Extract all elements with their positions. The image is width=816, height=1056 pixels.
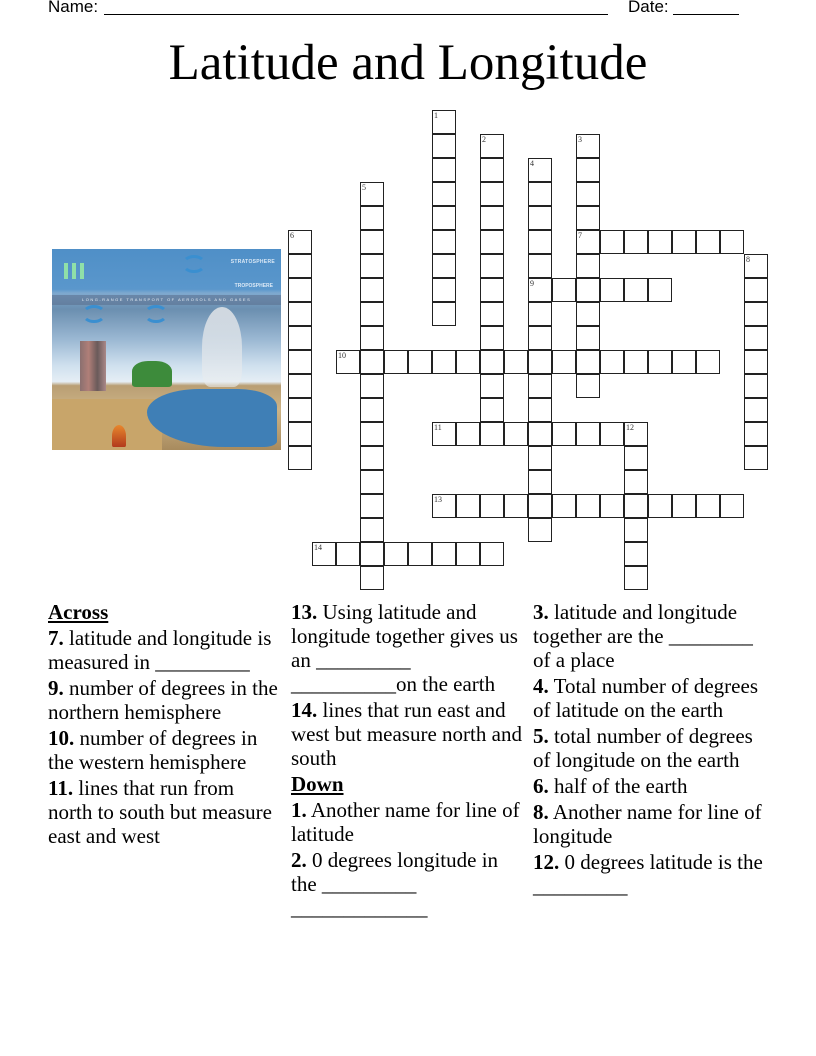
clue-number-label: 5 [362, 183, 366, 192]
crossword-cell[interactable] [696, 494, 720, 518]
crossword-cell[interactable] [528, 350, 552, 374]
crossword-cell[interactable] [288, 422, 312, 446]
crossword-cell[interactable] [288, 230, 312, 254]
crossword-cell[interactable] [744, 398, 768, 422]
clue-number-label: 13 [434, 495, 442, 504]
crossword-cell[interactable] [360, 182, 384, 206]
city-buildings [80, 341, 106, 391]
crossword-cell[interactable] [576, 494, 600, 518]
crossword-cell[interactable] [384, 542, 408, 566]
crossword-cell[interactable] [528, 254, 552, 278]
crossword-cell[interactable] [360, 374, 384, 398]
crossword-cell[interactable] [432, 278, 456, 302]
crossword-cell[interactable] [600, 278, 624, 302]
crossword-cell[interactable] [360, 470, 384, 494]
clue-across-10 [48, 726, 280, 774]
crossword-cell[interactable] [480, 254, 504, 278]
crossword-cell[interactable] [432, 134, 456, 158]
crossword-cell[interactable] [696, 230, 720, 254]
crossword-cell[interactable] [360, 566, 384, 590]
crossword-cell[interactable] [480, 182, 504, 206]
crossword-cell[interactable] [600, 230, 624, 254]
crossword-cell[interactable] [744, 446, 768, 470]
clue-text: total number of degrees of longitude on the earth [533, 724, 753, 772]
clue-number-label: 14 [314, 543, 322, 552]
crossword-cell[interactable] [528, 470, 552, 494]
crossword-cell[interactable] [624, 422, 648, 446]
crossword-cell[interactable] [528, 494, 552, 518]
crossword-cell[interactable] [456, 494, 480, 518]
crossword-cell[interactable] [576, 326, 600, 350]
stratosphere-label: STRATOSPHERE [230, 259, 275, 265]
clue-number-label: 10 [338, 351, 346, 360]
clue-text: latitude and longitude together are the ________ of a place [533, 600, 753, 672]
clue-down-1 [291, 798, 527, 846]
name-field[interactable] [104, 14, 608, 15]
crossword-cell[interactable] [720, 494, 744, 518]
crossword-cell[interactable] [504, 350, 528, 374]
crossword-cell[interactable] [360, 446, 384, 470]
clue-across-11 [48, 776, 280, 848]
crossword-cell[interactable] [360, 302, 384, 326]
name-label: Name: [48, 0, 99, 16]
crossword-cell[interactable] [432, 254, 456, 278]
crossword-cell[interactable] [480, 158, 504, 182]
crossword-cell[interactable] [744, 278, 768, 302]
crossword-cell[interactable] [528, 518, 552, 542]
ozone-cycle-icon [82, 305, 106, 323]
crossword-cell[interactable] [336, 350, 360, 374]
crossword-cell[interactable] [576, 278, 600, 302]
clue-number: 12. [533, 850, 560, 874]
crossword-cell[interactable] [456, 422, 480, 446]
crossword-cell[interactable] [504, 494, 528, 518]
crossword-cell[interactable] [432, 206, 456, 230]
clue-number: 2. [291, 848, 307, 872]
crossword-cell[interactable] [696, 350, 720, 374]
clue-number-label: 12 [626, 423, 634, 432]
crossword-cell[interactable] [624, 518, 648, 542]
crossword-cell[interactable] [576, 350, 600, 374]
clue-number-label: 3 [578, 135, 582, 144]
crossword-cell[interactable] [408, 350, 432, 374]
clue-text: half of the earth [548, 774, 688, 798]
crossword-cell[interactable] [480, 542, 504, 566]
crossword-cell[interactable] [648, 230, 672, 254]
crossword-cell[interactable] [360, 206, 384, 230]
clue-number: 5. [533, 724, 549, 748]
crossword-cell[interactable] [672, 494, 696, 518]
crossword-cell[interactable] [480, 134, 504, 158]
clue-text: number of degrees in the western hemisphere [48, 726, 258, 774]
biomass-burning [112, 425, 126, 447]
clue-down-3 [533, 600, 773, 672]
crossword-cell[interactable] [480, 398, 504, 422]
crossword-cell[interactable] [672, 350, 696, 374]
across-heading: Across [48, 600, 109, 624]
crossword-cell[interactable] [480, 350, 504, 374]
land-area [52, 399, 162, 450]
crossword-cell[interactable] [288, 302, 312, 326]
crossword-cell[interactable] [480, 422, 504, 446]
crossword-cell[interactable] [648, 494, 672, 518]
crossword-cell[interactable] [432, 158, 456, 182]
clue-number: 13. [291, 600, 318, 624]
crossword-cell[interactable] [504, 422, 528, 446]
crossword-cell[interactable] [480, 278, 504, 302]
clue-text: Another name for line of longitude [533, 800, 762, 848]
clue-number-label: 4 [530, 159, 534, 168]
crossword-cell[interactable] [288, 374, 312, 398]
crossword-cell[interactable] [552, 278, 576, 302]
crossword-cell[interactable] [408, 542, 432, 566]
clue-down-2 [291, 848, 527, 920]
clue-across-13 [291, 600, 527, 696]
crossword-cell[interactable] [480, 374, 504, 398]
clue-down-6 [533, 774, 773, 798]
crossword-cell[interactable] [576, 134, 600, 158]
clue-number: 9. [48, 676, 64, 700]
crossword-cell[interactable] [432, 494, 456, 518]
crossword-cell[interactable] [528, 446, 552, 470]
clue-down-4 [533, 674, 773, 722]
crossword-cell[interactable] [288, 350, 312, 374]
date-field[interactable] [673, 14, 739, 15]
crossword-cell[interactable] [624, 470, 648, 494]
crossword-cell[interactable] [624, 542, 648, 566]
clue-text: lines that run east and west but measure north and south [291, 698, 522, 770]
crossword-cell[interactable] [480, 494, 504, 518]
clue-text: latitude and longitude is measured in _________ [48, 626, 272, 674]
crossword-cell[interactable] [648, 350, 672, 374]
crossword-cell[interactable] [360, 518, 384, 542]
clue-number-label: 1 [434, 111, 438, 120]
crossword-cell[interactable] [360, 326, 384, 350]
crossword-cell[interactable] [528, 398, 552, 422]
crossword-cell[interactable] [744, 326, 768, 350]
crossword-cell[interactable] [528, 278, 552, 302]
crossword-cell[interactable] [432, 542, 456, 566]
clue-number: 1. [291, 798, 307, 822]
crossword-cell[interactable] [480, 326, 504, 350]
water-vapor-arrow-icon [80, 263, 84, 279]
clues-column-3 [533, 600, 773, 900]
crossword-cell[interactable] [624, 230, 648, 254]
cloud-plume [202, 307, 242, 387]
crossword-cell[interactable] [576, 230, 600, 254]
clue-number: 8. [533, 800, 549, 824]
clue-text: lines that run from north to south but measure east and west [48, 776, 272, 848]
clue-down-5 [533, 724, 773, 772]
crossword-cell[interactable] [552, 350, 576, 374]
clue-number-label: 2 [482, 135, 486, 144]
forest [132, 361, 172, 387]
crossword-cell[interactable] [528, 206, 552, 230]
crossword-cell[interactable] [360, 494, 384, 518]
crossword-cell[interactable] [288, 326, 312, 350]
crossword-cell[interactable] [360, 350, 384, 374]
crossword-cell[interactable] [432, 230, 456, 254]
clue-number-label: 9 [530, 279, 534, 288]
crossword-cell[interactable] [624, 494, 648, 518]
clue-number: 11. [48, 776, 74, 800]
crossword-cell[interactable] [744, 422, 768, 446]
crossword-cell[interactable] [744, 350, 768, 374]
atmosphere-diagram-image [52, 249, 281, 450]
clue-number-label: 6 [290, 231, 294, 240]
crossword-cell[interactable] [360, 542, 384, 566]
crossword-cell[interactable] [552, 494, 576, 518]
crossword-cell[interactable] [576, 374, 600, 398]
crossword-cell[interactable] [360, 230, 384, 254]
crossword-cell[interactable] [624, 446, 648, 470]
clues-column-1 [48, 600, 280, 850]
clues-column-2 [291, 600, 527, 922]
clue-text: 0 degrees latitude is the _________ [533, 850, 763, 898]
crossword-cell[interactable] [624, 278, 648, 302]
crossword-cell[interactable] [360, 422, 384, 446]
clue-across-14 [291, 698, 527, 770]
crossword-cell[interactable] [528, 302, 552, 326]
crossword-cell[interactable] [360, 278, 384, 302]
clue-number-label: 8 [746, 255, 750, 264]
clue-text: Using latitude and longitude together gives us an _________ __________on the earth [291, 600, 518, 696]
clue-down-8 [533, 800, 773, 848]
crossword-cell[interactable] [432, 182, 456, 206]
crossword-cell[interactable] [576, 422, 600, 446]
clue-number: 10. [48, 726, 75, 750]
clue-text: Another name for line of latitude [291, 798, 520, 846]
crossword-cell[interactable] [744, 302, 768, 326]
crossword-cell[interactable] [624, 566, 648, 590]
crossword-cell[interactable] [576, 206, 600, 230]
clue-number-label: 11 [434, 423, 442, 432]
water-vapor-arrow-icon [64, 263, 68, 279]
ocean-area [147, 389, 277, 447]
crossword-cell[interactable] [480, 302, 504, 326]
crossword-cell[interactable] [360, 254, 384, 278]
water-vapor-arrow-icon [72, 263, 76, 279]
date-label: Date: [628, 0, 669, 16]
crossword-cell[interactable] [528, 230, 552, 254]
down-heading: Down [291, 772, 344, 796]
crossword-cell[interactable] [720, 230, 744, 254]
clue-number: 14. [291, 698, 318, 722]
clue-text: number of degrees in the northern hemisphere [48, 676, 278, 724]
crossword-cell[interactable] [432, 110, 456, 134]
crossword-cell[interactable] [456, 542, 480, 566]
crossword-cell[interactable] [432, 350, 456, 374]
page-title: Latitude and Longitude [168, 35, 648, 91]
crossword-cell[interactable] [480, 230, 504, 254]
crossword-cell[interactable] [576, 158, 600, 182]
clue-number: 7. [48, 626, 64, 650]
clue-number: 4. [533, 674, 549, 698]
crossword-cell[interactable] [288, 446, 312, 470]
crossword-cell[interactable] [744, 254, 768, 278]
crossword-cell[interactable] [288, 278, 312, 302]
crossword-cell[interactable] [528, 158, 552, 182]
crossword-cell[interactable] [456, 350, 480, 374]
crossword-cell[interactable] [672, 230, 696, 254]
troposphere-label: TROPOSPHERE [234, 283, 273, 289]
crossword-cell[interactable] [600, 350, 624, 374]
crossword-cell[interactable] [600, 494, 624, 518]
crossword-cell[interactable] [288, 398, 312, 422]
crossword-cell[interactable] [480, 206, 504, 230]
crossword-cell[interactable] [384, 350, 408, 374]
crossword-cell[interactable] [576, 302, 600, 326]
crossword-cell[interactable] [336, 542, 360, 566]
crossword-cell[interactable] [576, 254, 600, 278]
crossword-cell[interactable] [624, 350, 648, 374]
ozone-cycle-icon [182, 255, 206, 273]
crossword-cell[interactable] [528, 182, 552, 206]
crossword-cell[interactable] [360, 398, 384, 422]
crossword-cell[interactable] [600, 422, 624, 446]
band-label: LONG-RANGE TRANSPORT OF AEROSOLS AND GASES [82, 297, 252, 302]
clue-text: 0 degrees longitude in the _________ _____________ [291, 848, 499, 920]
crossword-cell[interactable] [648, 278, 672, 302]
ozone-cycle-icon [144, 305, 168, 323]
crossword-cell[interactable] [576, 182, 600, 206]
crossword-cell[interactable] [552, 422, 576, 446]
crossword-cell[interactable] [528, 422, 552, 446]
clue-number: 6. [533, 774, 549, 798]
crossword-cell[interactable] [744, 374, 768, 398]
clue-text: Total number of degrees of latitude on the earth [533, 674, 758, 722]
crossword-cell[interactable] [432, 302, 456, 326]
clue-number-label: 7 [578, 231, 582, 240]
crossword-cell[interactable] [312, 542, 336, 566]
crossword-cell[interactable] [528, 326, 552, 350]
clue-number: 3. [533, 600, 549, 624]
crossword-cell[interactable] [432, 422, 456, 446]
crossword-cell[interactable] [288, 254, 312, 278]
clue-across-7 [48, 626, 280, 674]
clue-down-12 [533, 850, 773, 898]
clue-across-9 [48, 676, 280, 724]
crossword-cell[interactable] [528, 374, 552, 398]
